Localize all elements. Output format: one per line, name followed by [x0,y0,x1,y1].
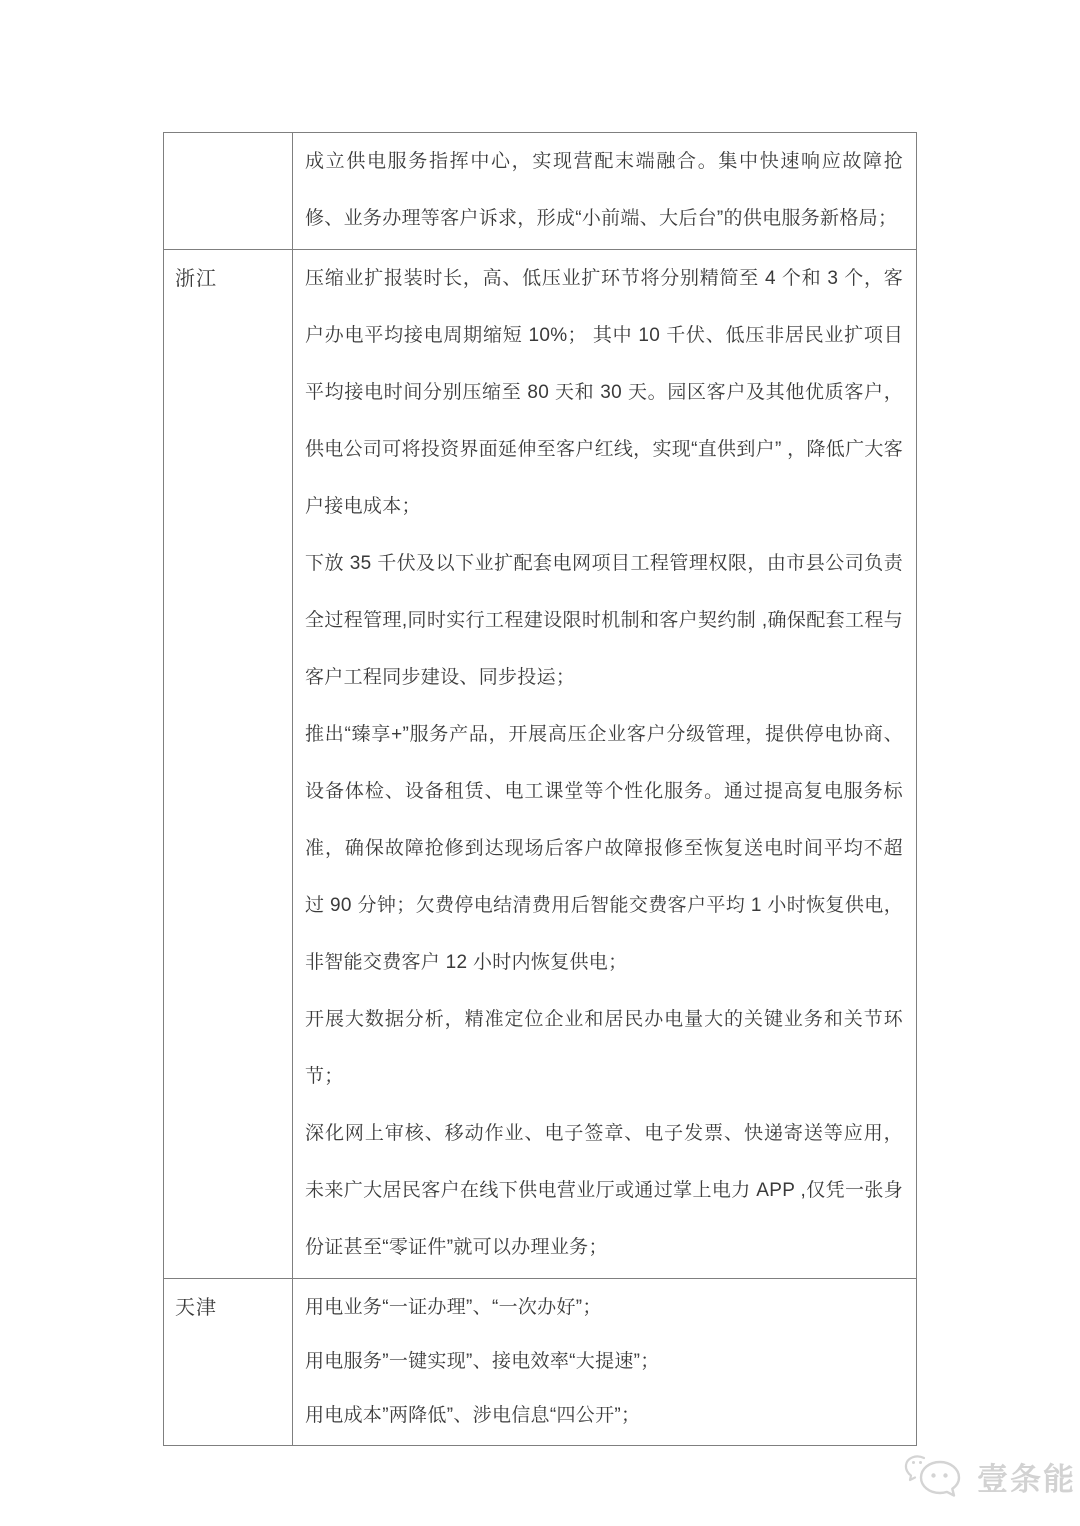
province-measures-table [163,132,917,1446]
measure-paragraph: 用电服务”一键实现”、接电效率“大提速”； [305,1351,660,1372]
measures-cell [293,250,916,1278]
table-row [164,250,916,1279]
table-row [164,1279,916,1445]
measure-paragraph: 下放 35 千伏及以下业扩配套电网项目工程管理权限，由市县公司负责全过程管理,同时实行工程建设限时机制和客户契约制 ,确保配套工程与客户工程同步建设、同步投运； [305,553,903,688]
wechat-icon [903,1450,969,1502]
measure-paragraph: 深化网上审核、移动作业、电子签章、电子发票、快递寄送等应用，未来广大居民客户在线下供电营业厅或通过掌上电力 APP ,仅凭一张身份证甚至“零证件”就可以办理业务； [305,1123,903,1258]
measure-paragraph: 开展大数据分析，精准定位企业和居民办电量大的关键业务和关节环节； [305,1009,903,1087]
table-row [164,133,916,250]
measure-paragraph: 用电业务“一证办理”、“一次办好”； [305,1297,602,1318]
measures-cell [293,133,916,249]
measures-cell [293,1279,916,1445]
measure-paragraph: 成立供电服务指挥中心，实现营配末端融合。集中快速响应故障抢修、业务办理等客户诉求，形成“小前端、大后台”的供电服务新格局； [305,151,903,229]
measure-paragraph: 用电成本”两降低”、涉电信息“四公开”； [305,1405,641,1426]
province-cell: 浙江 [164,250,293,1278]
watermark-label: 壹条能 [977,1461,1076,1497]
watermark [903,1450,1076,1502]
measure-paragraph: 压缩业扩报装时长，高、低压业扩环节将分别精简至 4 个和 3 个，客户办电平均接电周期缩短 10%； 其中 10 千伏、低压非居民业扩项目平均接电时间分别压缩至 80 天和 30 天。园区客户及其他优质客户，供电公司可将投资界面延伸至客户红线，实现“直供到户” ，降低广大客户接电成本； [305,268,903,517]
measure-paragraph: 推出“臻享+”服务产品，开展高压企业客户分级管理，提供停电协商、设备体检、设备租赁、电工课堂等个性化服务。通过提高复电服务标准，确保故障抢修到达现场后客户故障报修至恢复送电时间平均不超过 90 分钟；欠费停电结清费用后智能交费客户平均 1 小时恢复供电，非智能交费客户 12 小时内恢复供电； [305,724,903,973]
province-cell [164,133,293,249]
province-cell: 天津 [164,1279,293,1445]
